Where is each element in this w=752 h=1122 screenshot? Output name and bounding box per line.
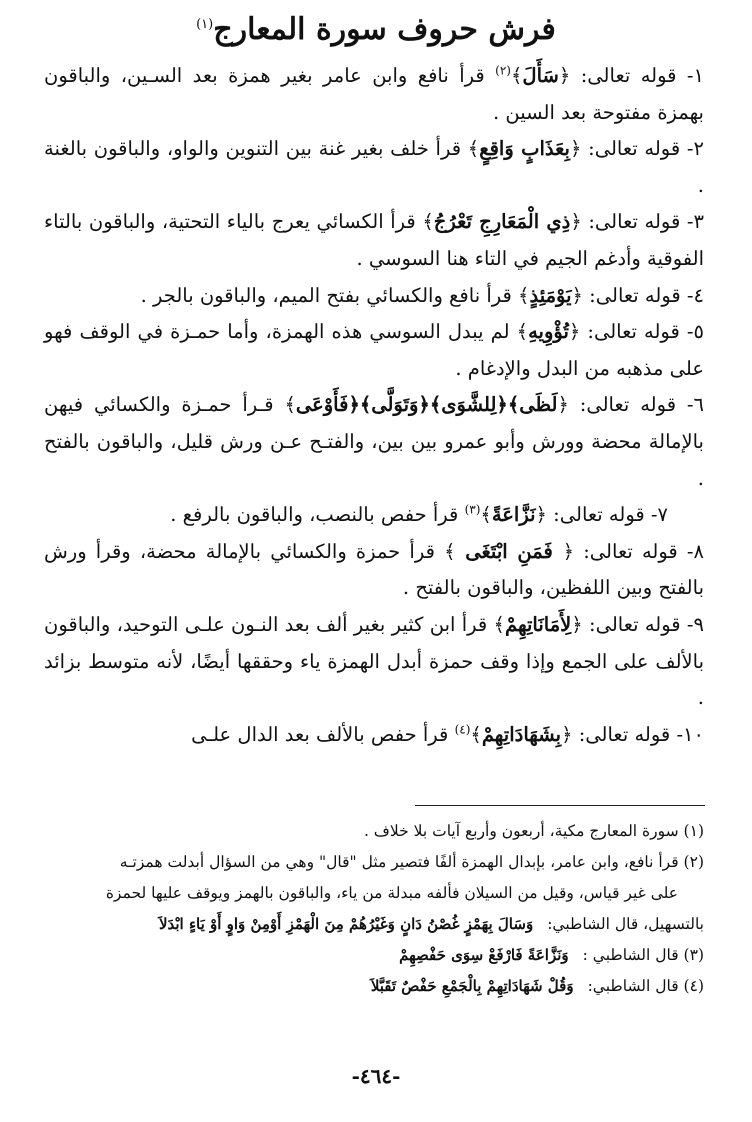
footnote-2: (٢) قرأ نافع، وابن عامر، بإبدال الهمزة ألفًا فتصير مثل "قال" وهي من السؤال أبدلت همزتـه: [119, 853, 704, 871]
footnote-ref: (٤): [454, 722, 471, 737]
item-text: قرأ خلف بغير غنة بين التنوين والواو، والباقون بالغنة .: [44, 137, 704, 197]
item-2: [44, 131, 704, 204]
quran-quote: ﴿ سَأَلَ ﴾: [511, 64, 570, 87]
quran-quote: ﴿ بِشَهَادَاتِهِمْ ﴾: [470, 723, 572, 746]
footnotes: [44, 816, 704, 1002]
item-8: [44, 534, 704, 607]
footnote-ref: (٣): [464, 502, 481, 517]
item-prefix: ١٠- قوله تعالى:: [572, 722, 704, 746]
item-text: لم يبدل السوسي هذه الهمزة، وأما حمـزة في الوقف فهو على مذهبه من البدل والإدغام .: [44, 320, 704, 380]
item-prefix: ١- قوله تعالى:: [570, 64, 704, 87]
item-10: [44, 717, 704, 754]
item-text: قرأ حفص بالألف بعد الدال علـى: [191, 722, 455, 746]
footnote-2-cont: على غير قياس، وقيل من السيلان فألفه مبدلة من ياء، والباقون بالهمز ويوقف عليها لحمزة: [105, 884, 678, 902]
item-text: قرأ ابن كثير بغير ألف بعد النـون علـى التوحيد، والباقون بالألف على الجمع وإذا وقف حمزة أبدل الهمزة ياء وحققها أيضًا، لأنه متوسط بزائد .: [44, 612, 704, 710]
footnote-4: [44, 971, 704, 1002]
item-3: [44, 204, 704, 277]
item-1: [44, 58, 704, 131]
item-9: [44, 607, 704, 717]
title-text: فرش حروف سورة المعارج: [213, 12, 556, 47]
item-prefix: ٨- قوله تعالى:: [574, 539, 704, 563]
quran-quote: ﴿ يَوْمَئِذٍ ﴾: [518, 284, 583, 307]
chapter-title: [0, 8, 752, 52]
footnote-4-lead: (٤) قال الشاطبي:: [587, 977, 704, 995]
item-prefix: ٣- قوله تعالى:: [581, 210, 704, 234]
item-text: قـرأ حمـزة والكسائي فيهن بالإمالة محضة وورش وأبو عمرو بين بين، والفتـح عـن ورش قليل، والباقون بالفتح .: [44, 393, 704, 490]
item-5: [44, 314, 704, 387]
footnote-3-lead: (٣) قال الشاطبي :: [582, 946, 704, 964]
item-prefix: ٢- قوله تعالى:: [581, 137, 704, 161]
footnote-2-verse: وَسَالَ بِهَمْزٍ غُصْنُ دَانٍ وَغَيْرُهُمْ مِنَ الْهَمْزِ أَوْمِنْ وَاوٍ أَوْ يَاءٍ ابْدَلاَ: [158, 915, 534, 933]
item-text: قرأ نافع والكسائي بفتح الميم، والباقون بالجر .: [140, 283, 519, 307]
item-text: قرأ حمزة والكسائي بالإمالة محضة، وقرأ ورش بالفتح وبين اللفظين، والباقون بالفتح .: [44, 539, 704, 600]
quran-quote: ﴿ فَمَنِ ابْتَغَى ﴾: [444, 540, 574, 563]
quran-quote: ﴿ بِعَذَابٍ وَاقِعٍ ﴾: [468, 137, 582, 160]
footnote-divider: [415, 805, 705, 806]
item-7: [44, 497, 704, 534]
footnote-2-verse-line: [44, 909, 704, 940]
item-text: قرأ حفص بالنصب، والباقون بالرفع .: [170, 503, 465, 527]
footnote-3: [44, 940, 704, 971]
quran-quote: ﴿ نَزَّاعَةً ﴾: [480, 503, 547, 526]
quran-quote: ﴿ تُؤْوِيهِ ﴾: [517, 320, 581, 343]
item-text: قرأ الكسائي يعرج بالياء التحتية، والباقون بالتاء الفوقية وأدغم الجيم في التاء هنا السوسي .: [44, 210, 704, 270]
item-prefix: ٤- قوله تعالى:: [582, 283, 704, 307]
title-footnote-ref: (١): [196, 17, 214, 32]
quran-quote: ﴿ لِأَمَانَاتِهِمْ ﴾: [494, 613, 583, 636]
item-prefix: ٦- قوله تعالى:: [568, 393, 704, 417]
footnote-ref: (٢): [495, 63, 511, 78]
item-4: [44, 278, 704, 315]
page-number: -٤٦٤-: [351, 1064, 401, 1088]
footnote-1: (١) سورة المعارج مكية، أربعون وأربع آيات بلا خلاف .: [363, 822, 704, 840]
item-text: قرأ نافع وابن عامر بغير همزة بعد السـين، والباقون بهمزة مفتوحة بعد السين .: [44, 64, 704, 124]
item-prefix: ٧- قوله تعالى:: [546, 503, 668, 527]
footnote-4-verse: وَقُلْ شَهَادَاتِهِمْ بِالْجَمْعِ حَفْصٌ تَقَبَّلاَ: [370, 977, 574, 995]
item-prefix: ٥- قوله تعالى:: [580, 320, 704, 344]
footnote-3-verse: وَنَزَّاعَةً فَارْفَعْ سِوَى حَفْصِهِمْ: [399, 946, 569, 964]
footnote-2-lead: بالتسهيل، قال الشاطبي:: [547, 915, 704, 933]
main-text: [44, 58, 704, 753]
item-prefix: ٩- قوله تعالى:: [582, 612, 704, 636]
quran-quote: ﴿ ذِي الْمَعَارِجِ تَعْرُجُ ﴾: [422, 210, 581, 233]
item-6: [44, 387, 704, 497]
quran-quote: ﴿ لَظَى﴾﴿لِلشَّوَى﴾﴿وَتَوَلَّى﴾﴿فَأَوْعَى ﴾: [284, 393, 568, 416]
